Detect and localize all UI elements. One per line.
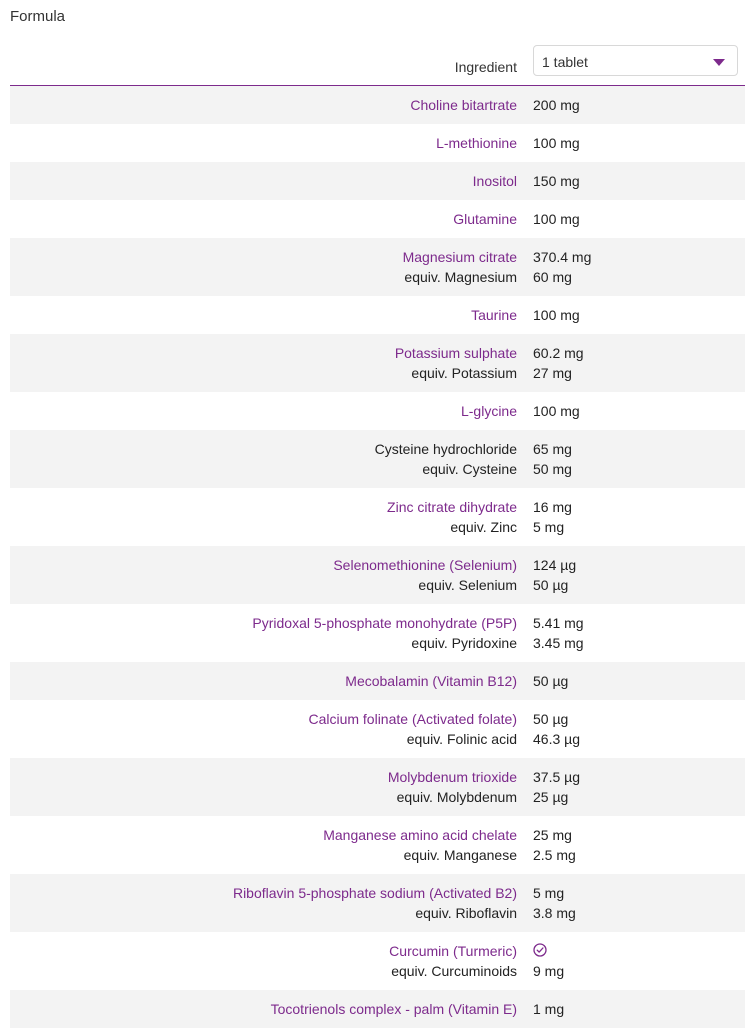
- ingredient-amount: [533, 943, 547, 960]
- ingredient-row: [10, 546, 745, 604]
- ingredient-row: [10, 86, 745, 124]
- ingredient-amount: 200 mg: [533, 97, 580, 113]
- ingredient-row: [10, 296, 745, 334]
- ingredient-row: [10, 334, 745, 392]
- ingredient-name-link[interactable]: Glutamine: [453, 211, 517, 227]
- ingredient-name-link[interactable]: Tocotrienols complex - palm (Vitamin E): [270, 1001, 517, 1017]
- ingredient-name-link[interactable]: Molybdenum trioxide: [387, 769, 517, 785]
- ingredient-amount: 150 mg: [533, 173, 580, 189]
- ingredient-row: [10, 700, 745, 758]
- equivalent-line: [10, 575, 745, 595]
- ingredient-amount: 5 mg: [533, 519, 565, 535]
- ingredient-line: [10, 555, 745, 575]
- caret-down-icon: [713, 59, 725, 66]
- equivalent-line: [10, 459, 745, 479]
- ingredient-name: equiv. Zinc: [450, 519, 517, 535]
- ingredient-amount: 5.41 mg: [533, 615, 584, 631]
- ingredient-line: [10, 343, 745, 363]
- equivalent-line: [10, 903, 745, 923]
- ingredient-name: equiv. Potassium: [411, 365, 517, 381]
- ingredient-amount: 3.45 mg: [533, 635, 584, 651]
- ingredient-amount: 25 mg: [533, 827, 572, 843]
- ingredient-line: [10, 171, 745, 191]
- ingredient-row: [10, 392, 745, 430]
- ingredient-row: [10, 488, 745, 546]
- ingredient-name-link[interactable]: Curcumin (Turmeric): [389, 943, 517, 959]
- ingredient-amount: 50 µg: [533, 673, 569, 689]
- ingredient-amount: 16 mg: [533, 499, 572, 515]
- ingredient-amount: 50 µg: [533, 711, 569, 727]
- dose-select[interactable]: [533, 45, 738, 76]
- ingredient-line: [10, 613, 745, 633]
- ingredient-name: equiv. Manganese: [403, 847, 517, 863]
- ingredient-name-link[interactable]: Mecobalamin (Vitamin B12): [345, 673, 517, 689]
- ingredient-name: equiv. Folinic acid: [406, 731, 517, 747]
- equivalent-line: [10, 729, 745, 749]
- ingredient-name-link[interactable]: Pyridoxal 5-phosphate monohydrate (P5P): [252, 615, 517, 631]
- dose-select-value: 1 tablet: [542, 54, 588, 70]
- ingredient-name-link[interactable]: L-glycine: [460, 403, 517, 419]
- ingredient-name: equiv. Riboflavin: [415, 905, 517, 921]
- ingredient-row: [10, 932, 745, 990]
- ingredient-name: equiv. Cysteine: [422, 461, 517, 477]
- ingredient-name-link[interactable]: Choline bitartrate: [410, 97, 517, 113]
- equivalent-line: [10, 633, 745, 653]
- ingredient-name-link[interactable]: Taurine: [471, 307, 517, 323]
- ingredient-name-link[interactable]: Calcium folinate (Activated folate): [308, 711, 517, 727]
- ingredient-row: [10, 990, 745, 1028]
- ingredient-column-label: Ingredient: [454, 59, 517, 75]
- table-header: [10, 44, 745, 86]
- equivalent-line: [10, 961, 745, 981]
- ingredient-amount: 9 mg: [533, 963, 565, 979]
- ingredient-name: equiv. Curcuminoids: [391, 963, 517, 979]
- ingredient-name-link[interactable]: Inositol: [472, 173, 517, 189]
- ingredient-amount: 100 mg: [533, 135, 580, 151]
- ingredient-amount: 60.2 mg: [533, 345, 584, 361]
- ingredient-name-link[interactable]: Manganese amino acid chelate: [323, 827, 517, 843]
- ingredient-name: equiv. Selenium: [418, 577, 517, 593]
- ingredient-amount: 60 mg: [533, 269, 572, 285]
- ingredient-row: [10, 662, 745, 700]
- equivalent-line: [10, 363, 745, 383]
- ingredient-row: [10, 200, 745, 238]
- ingredient-line: [10, 999, 745, 1019]
- ingredient-line: [10, 439, 745, 459]
- equivalent-line: [10, 787, 745, 807]
- ingredient-amount: 50 mg: [533, 461, 572, 477]
- ingredient-amount: 27 mg: [533, 365, 572, 381]
- equivalent-line: [10, 267, 745, 287]
- ingredient-line: [10, 401, 745, 421]
- ingredient-row: [10, 604, 745, 662]
- ingredient-name: equiv. Pyridoxine: [411, 635, 517, 651]
- ingredient-amount: 46.3 µg: [533, 731, 580, 747]
- ingredient-name: equiv. Magnesium: [404, 269, 517, 285]
- ingredient-row: [10, 874, 745, 932]
- ingredient-amount: 100 mg: [533, 211, 580, 227]
- ingredient-name-link[interactable]: Riboflavin 5-phosphate sodium (Activated B2): [232, 885, 517, 901]
- ingredient-amount: 100 mg: [533, 307, 580, 323]
- ingredient-name: equiv. Molybdenum: [396, 789, 517, 805]
- ingredient-amount: 50 µg: [533, 577, 569, 593]
- ingredient-row: [10, 758, 745, 816]
- ingredient-name-link[interactable]: Selenomethionine (Selenium): [333, 557, 517, 573]
- ingredient-amount: 65 mg: [533, 441, 572, 457]
- ingredient-name-link[interactable]: Potassium sulphate: [394, 345, 517, 361]
- ingredient-name-link[interactable]: Zinc citrate dihydrate: [387, 499, 517, 515]
- ingredient-line: [10, 133, 745, 153]
- ingredient-row: [10, 816, 745, 874]
- ingredient-amount: 1 mg: [533, 1001, 565, 1017]
- equivalent-line: [10, 845, 745, 865]
- ingredient-name: Cysteine hydrochloride: [374, 441, 517, 457]
- ingredient-row: [10, 162, 745, 200]
- ingredient-line: [10, 709, 745, 729]
- ingredient-amount: 370.4 mg: [533, 249, 592, 265]
- ingredient-line: [10, 95, 745, 115]
- ingredient-name-link[interactable]: L-methionine: [436, 135, 517, 151]
- ingredient-line: [10, 305, 745, 325]
- page-title: Formula: [10, 8, 66, 25]
- ingredient-row: [10, 238, 745, 296]
- ingredient-name-link[interactable]: Magnesium citrate: [402, 249, 517, 265]
- ingredient-line: [10, 941, 745, 961]
- ingredient-list: [10, 86, 745, 1028]
- ingredient-amount: 37.5 µg: [533, 769, 580, 785]
- ingredient-row: [10, 430, 745, 488]
- equivalent-line: [10, 517, 745, 537]
- check-circle-icon: [533, 943, 547, 957]
- ingredient-row: [10, 124, 745, 162]
- ingredient-amount: 3.8 mg: [533, 905, 576, 921]
- ingredient-amount: 2.5 mg: [533, 847, 576, 863]
- ingredient-line: [10, 825, 745, 845]
- ingredient-line: [10, 247, 745, 267]
- ingredient-line: [10, 883, 745, 903]
- ingredient-line: [10, 497, 745, 517]
- ingredient-amount: 25 µg: [533, 789, 569, 805]
- ingredient-amount: 5 mg: [533, 885, 565, 901]
- ingredient-line: [10, 671, 745, 691]
- ingredient-line: [10, 767, 745, 787]
- ingredient-amount: 100 mg: [533, 403, 580, 419]
- ingredient-amount: 124 µg: [533, 557, 577, 573]
- ingredient-line: [10, 209, 745, 229]
